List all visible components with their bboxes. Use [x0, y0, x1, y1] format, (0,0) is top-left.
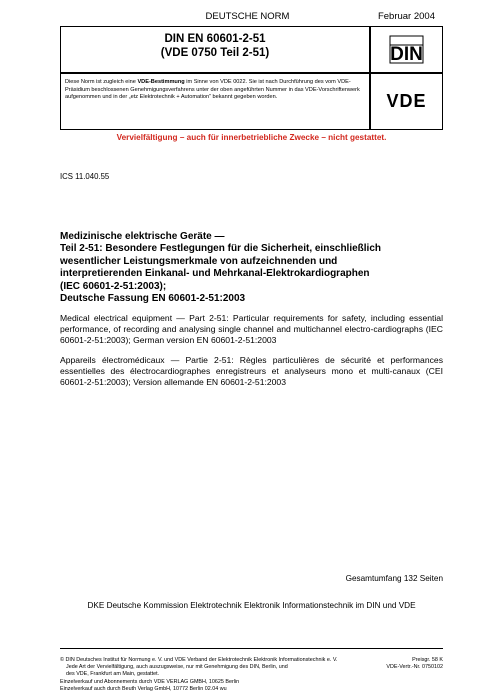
copy-warning: Vervielfältigung – auch für innerbetriebliche Zwecke – nicht gestattet.: [116, 133, 387, 142]
publication-date: Februar 2004: [377, 11, 435, 22]
price-group: Preisgr. 58 K: [412, 657, 443, 663]
note-text-bold: VDE-Bestimmung: [137, 79, 185, 85]
standard-title-box: [60, 26, 370, 73]
english-title: Medical electrical equipment — Part 2-51: Particular requirements for safety, including essential performance, of recording and analysing single channel and multichannel electro-cardiographs (IEC 60601-2-51:2003); German version EN 60601-2-51:2003: [60, 313, 443, 345]
footer-line: des VDE, Frankfurt am Main, gestattet.: [66, 671, 160, 678]
note-text-after: im Sinne von VDE 0022. Sie ist nach Durchführung des vom VDE-Präsidium beschlossenen Genehmigungsverfahrens unter der oben angeführten Nummer in das VDE-Vorschriftenwerk aufgenommen und in der „etz Elektrotechnik + Automation“ bekannt gegeben worden.: [65, 79, 360, 101]
copyright-footer: [60, 657, 380, 693]
din-logo-box: [370, 26, 443, 73]
german-title-line: Medizinische elektrische Geräte —: [60, 231, 225, 242]
document-type-label: DEUTSCHE NORM: [205, 11, 290, 22]
footer-line: © DIN Deutsches Institut für Normung e. V. und VDE Verband der Elektrotechnik Elektronik Informationstechnik e. V.: [60, 657, 338, 663]
din-logo: [371, 27, 442, 72]
dke-commission: DKE Deutsche Kommission Elektrotechnik Elektronik Informationstechnik im DIN und VDE: [87, 601, 416, 610]
german-title-line: (IEC 60601-2-51:2003);: [60, 280, 167, 292]
vde-approval-note: [60, 73, 370, 130]
footer-line: Jede Art der Vervielfältigung, auch auszugsweise, nur mit Genehmigung des DIN, Berlin, und: [66, 664, 288, 671]
footer-line: Einzelverkauf auch durch Beuth Verlag GmbH, 10772 Berlin 02.04 wu: [60, 685, 227, 692]
german-title-line: Deutsche Fassung EN 60601-2-51:2003: [60, 293, 246, 305]
price-info: [386, 657, 443, 671]
note-text-before: Diese Norm ist zugleich eine: [65, 79, 138, 85]
german-title-line: Teil 2-51: Besondere Festlegungen für die Sicherheit, einschließlich: [60, 243, 382, 255]
standard-number: DIN EN 60601-2-51: [164, 33, 266, 45]
german-title-line: wesentlicher Leistungsmerkmale von aufzeichnenden und: [60, 255, 338, 267]
vde-order-number: VDE-Vertr.-Nr. 0750102: [386, 664, 443, 671]
german-title-line: interpretierenden Einkanal- und Mehrkanal-Elektrokardiographen: [60, 268, 370, 280]
vde-logo-box: [370, 73, 443, 130]
vde-number: (VDE 0750 Teil 2-51): [160, 47, 270, 59]
footer-line: Einzelverkauf und Abonnements durch VDE VERLAG GMBH, 10625 Berlin: [60, 678, 240, 685]
vde-logo: VDE: [386, 91, 427, 111]
footer-divider: [60, 648, 443, 649]
ics-code: ICS 11.040.55: [60, 172, 110, 181]
total-pages: Gesamtumfang 132 Seiten: [345, 574, 443, 583]
din-logo-text: DIN: [390, 44, 423, 65]
german-title: [60, 231, 443, 305]
french-title: Appareils électromédicaux — Partie 2-51: Règles particulières de sécurité et performances essentielles des électrocardiographes enregistreurs et analyseurs mono et multi-canaux (CEI 60601-2-51:2003); Version allemande EN 60601-2-51:2003: [60, 355, 443, 387]
